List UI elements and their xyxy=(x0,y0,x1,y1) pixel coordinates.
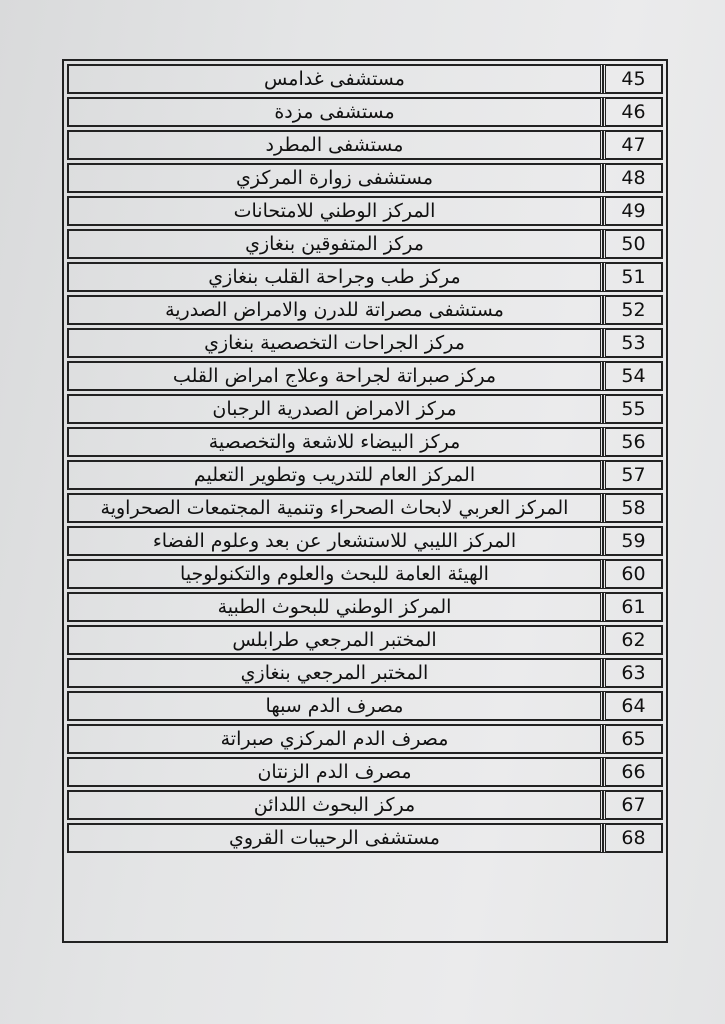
table-row xyxy=(67,592,663,622)
table-row xyxy=(67,559,663,589)
row-number-cell: 49 xyxy=(603,196,663,226)
row-number-cell: 54 xyxy=(603,361,663,391)
row-number-cell: 62 xyxy=(603,625,663,655)
institution-name-cell: مركز المتفوقين بنغازي xyxy=(67,229,603,259)
row-number-cell: 68 xyxy=(603,823,663,853)
row-number-cell: 56 xyxy=(603,427,663,457)
table-row xyxy=(67,526,663,556)
institution-name-cell: مركز صبراتة لجراحة وعلاج امراض القلب xyxy=(67,361,603,391)
table-row xyxy=(67,97,663,127)
row-number-cell: 61 xyxy=(603,592,663,622)
institution-name-cell: المركز الوطني للامتحانات xyxy=(67,196,603,226)
institution-name-cell: المركز العام للتدريب وتطوير التعليم xyxy=(67,460,603,490)
row-number-cell: 47 xyxy=(603,130,663,160)
row-number-cell: 65 xyxy=(603,724,663,754)
institutions-table-body xyxy=(67,64,663,853)
table-row xyxy=(67,823,663,853)
institution-name-cell: الهيئة العامة للبحث والعلوم والتكنولوجيا xyxy=(67,559,603,589)
row-number-cell: 58 xyxy=(603,493,663,523)
institutions-table-frame xyxy=(62,59,668,943)
row-number-cell: 63 xyxy=(603,658,663,688)
institution-name-cell: المختبر المرجعي بنغازي xyxy=(67,658,603,688)
row-number-cell: 59 xyxy=(603,526,663,556)
row-number-cell: 53 xyxy=(603,328,663,358)
institution-name-cell: مصرف الدم سبها xyxy=(67,691,603,721)
institution-name-cell: المركز الوطني للبحوث الطبية xyxy=(67,592,603,622)
table-row xyxy=(67,658,663,688)
table-row xyxy=(67,757,663,787)
table-row xyxy=(67,64,663,94)
table-row xyxy=(67,361,663,391)
table-row xyxy=(67,328,663,358)
table-row xyxy=(67,790,663,820)
institution-name-cell: المركز العربي لابحاث الصحراء وتنمية المجتمعات الصحراوية xyxy=(67,493,603,523)
row-number-cell: 66 xyxy=(603,757,663,787)
institution-name-cell: مصرف الدم المركزي صبراتة xyxy=(67,724,603,754)
table-row xyxy=(67,229,663,259)
institution-name-cell: مركز طب وجراحة القلب بنغازي xyxy=(67,262,603,292)
institution-name-cell: المختبر المرجعي طرابلس xyxy=(67,625,603,655)
table-row xyxy=(67,196,663,226)
row-number-cell: 48 xyxy=(603,163,663,193)
row-number-cell: 60 xyxy=(603,559,663,589)
institution-name-cell: مستشفى المطرد xyxy=(67,130,603,160)
table-row xyxy=(67,691,663,721)
row-number-cell: 50 xyxy=(603,229,663,259)
institution-name-cell: مستشفى الرحيبات القروي xyxy=(67,823,603,853)
row-number-cell: 57 xyxy=(603,460,663,490)
institution-name-cell: مركز الامراض الصدرية الرجبان xyxy=(67,394,603,424)
institution-name-cell: مصرف الدم الزنتان xyxy=(67,757,603,787)
row-number-cell: 52 xyxy=(603,295,663,325)
table-row xyxy=(67,394,663,424)
institution-name-cell: المركز الليبي للاستشعار عن بعد وعلوم الفضاء xyxy=(67,526,603,556)
institution-name-cell: مستشفى غدامس xyxy=(67,64,603,94)
table-row xyxy=(67,625,663,655)
table-row xyxy=(67,724,663,754)
institution-name-cell: مركز الجراحات التخصصية بنغازي xyxy=(67,328,603,358)
table-row xyxy=(67,460,663,490)
row-number-cell: 45 xyxy=(603,64,663,94)
institution-name-cell: مستشفى زوارة المركزي xyxy=(67,163,603,193)
table-row xyxy=(67,427,663,457)
table-row xyxy=(67,493,663,523)
row-number-cell: 46 xyxy=(603,97,663,127)
table-row xyxy=(67,163,663,193)
institution-name-cell: مستشفى مزدة xyxy=(67,97,603,127)
institution-name-cell: مركز البحوث اللدائن xyxy=(67,790,603,820)
institutions-table xyxy=(67,61,663,856)
institution-name-cell: مستشفى مصراتة للدرن والامراض الصدرية xyxy=(67,295,603,325)
row-number-cell: 55 xyxy=(603,394,663,424)
row-number-cell: 67 xyxy=(603,790,663,820)
row-number-cell: 51 xyxy=(603,262,663,292)
table-row xyxy=(67,262,663,292)
table-row xyxy=(67,295,663,325)
table-row xyxy=(67,130,663,160)
row-number-cell: 64 xyxy=(603,691,663,721)
institution-name-cell: مركز البيضاء للاشعة والتخصصية xyxy=(67,427,603,457)
